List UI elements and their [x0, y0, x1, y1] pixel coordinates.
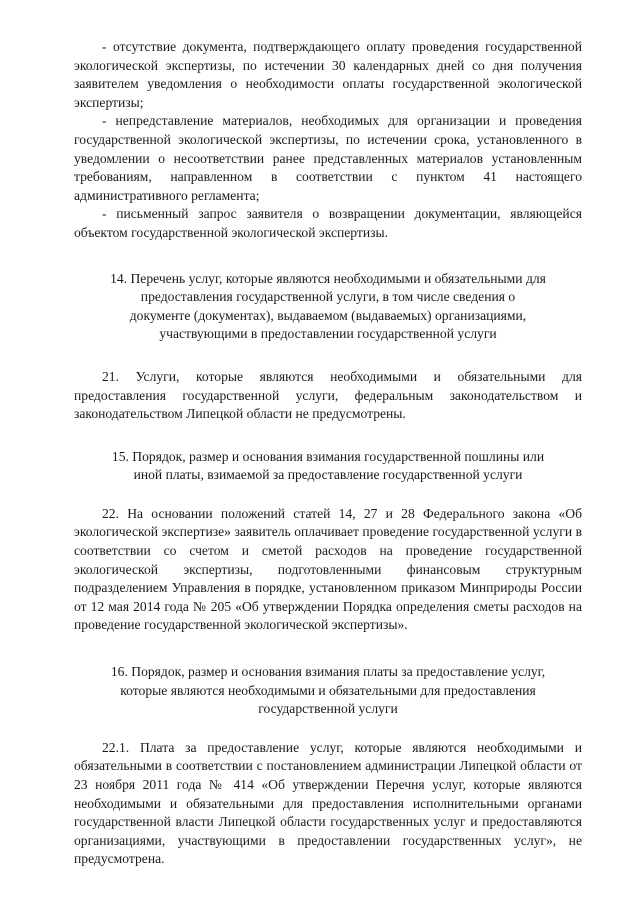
list-item: - письменный запрос заявителя о возвращении документации, являющейся объектом государственной экологической экспертизы. — [74, 206, 582, 240]
spacer — [74, 485, 582, 505]
section-14-heading: 14. Перечень услуг, которые являются необходимыми и обязательными для предоставления государственной услуги, в том числе сведения о документе (документах), выдаваемом (выдаваемых) организациями, участвующими в предоставлении государственной услуги — [110, 270, 546, 342]
list-item: - отсутствие документа, подтверждающего оплату проведения государственной экологической экспертизы, по истечении 30 календарных дней со дня получения заявителем уведомления о необходимости оплаты государственной экологической экспертизы; — [74, 39, 582, 110]
paragraph-22: 22. На основании положений статей 14, 27 и 28 Федерального закона «Об экологической экспертизе» заявитель оплачивает проведение государственной услуги в соответствии со счетом и сметой расходов на проведение государственной экологической экспертизы, подготовленными финансовым структурным подразделением Управления в порядке, установленном приказом Минприроды России от 12 мая 2014 года № 205 «Об утверждении Порядка определения сметы расходов на проведение государственной экологической экспертизы». — [74, 505, 582, 633]
paragraph-22-1: 22.1. Плата за предоставление услуг, которые являются необходимыми и обязательными в соответствии с постановлением администрации Липецкой области от 23 ноября 2011 года № 414 «Об утверждении Перечня услуг, которые являются необходимыми и обязательными для предоставления исполнительными органами государственной власти Липецкой области государственных услуг и предоставляются организациями, участвующими в предоставлении государственных услуг», не предусмотрена. — [74, 739, 582, 867]
document-page — [74, 38, 582, 869]
paragraph-21: 21. Услуги, которые являются необходимыми и обязательными для предоставления государственной услуги, федеральным законодательством и законодательством Липецкой области не предусмотрены. — [74, 368, 582, 422]
section-16-heading: 16. Порядок, размер и основания взимания платы за предоставление услуг, которые являются необходимыми и обязательными для предоставления государственной услуги — [110, 664, 546, 717]
spacer — [74, 243, 582, 270]
list-item: - непредставление материалов, необходимых для организации и проведения государственной экологической экспертизы, по истечении срока, установленного в уведомлении о несоответствии ранее представленных материалов установленным требованиям, направленном в соответствии с пунктом 41 настоящего административного регламента; — [74, 113, 582, 203]
spacer — [74, 719, 582, 739]
spacer — [74, 635, 582, 663]
section-15-heading: 15. Порядок, размер и основания взимания государственной пошлины или иной платы, взимаемой за предоставление государственной услуги — [111, 448, 545, 483]
spacer — [74, 424, 582, 448]
spacer — [74, 344, 582, 368]
